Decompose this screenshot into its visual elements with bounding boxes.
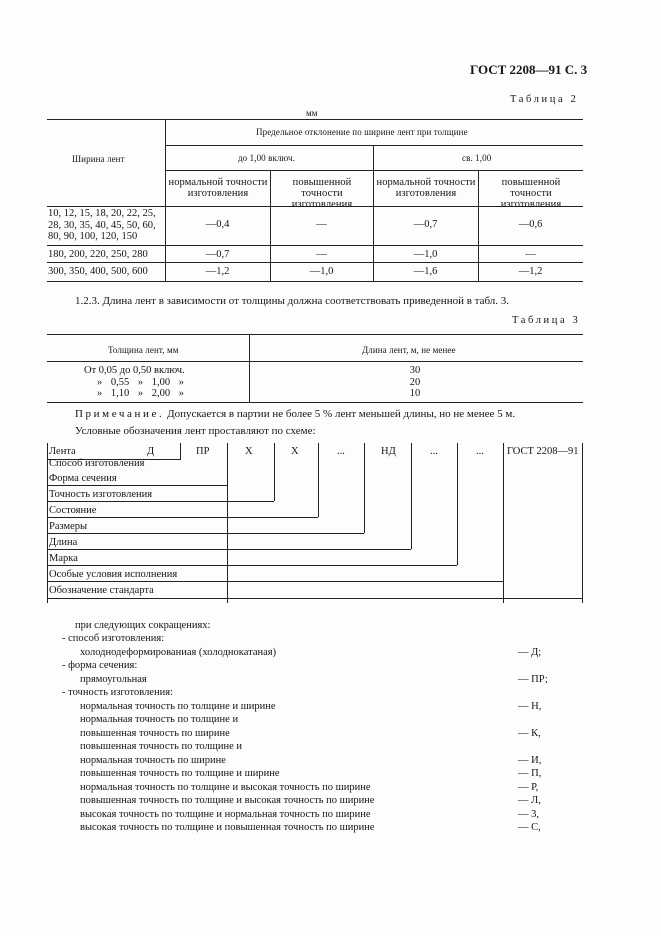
abbrev-item-code: — Р, (518, 781, 539, 793)
abbrev-item-text: нормальная точность по толщине и высокая точность по ширине (80, 781, 371, 793)
abbrev-item-text: нормальная точность по толщине и (80, 714, 239, 725)
table3-length: 10 (409, 388, 421, 399)
abbrev-item-text: холоднодеформированиая (холоднокатаная) (80, 646, 277, 658)
scheme-cell: ... (476, 446, 484, 457)
scheme-cell: ... (430, 446, 438, 457)
abbrev-item-text: повышенная точность по толщине и (80, 741, 243, 752)
scheme-label: Точность изготовления (49, 489, 153, 500)
scheme-cell: ... (337, 446, 345, 457)
table2-row-width: 10, 12, 15, 18, 20, 22, 25, 28, 30, 35, 40, 45, 50, 60, 80, 90, 100, 120, 150 (48, 208, 156, 242)
table3-length: 20 (409, 377, 421, 388)
table2-cell: —1,0 (309, 266, 334, 277)
abbrev-group-heading: - способ изготовления: (62, 633, 165, 644)
table3-length: 30 (409, 365, 421, 376)
table2-cell: —0,4 (205, 219, 230, 230)
table2-cell: —0,7 (413, 219, 438, 230)
abbrev-item-code: — Н, (518, 700, 542, 712)
table2-col-header: нормальной точности изготовления (376, 177, 476, 199)
scheme-cell: Лента (49, 446, 76, 457)
abbrev-item-text: нормальная точность по толщине и ширине (80, 700, 276, 712)
abbrev-item-text: нормальная точность по ширине (80, 754, 226, 766)
scheme-cell: НД (381, 446, 396, 457)
table2-width-header: Ширина лент (72, 154, 125, 164)
scheme-label: Способ изготовления (49, 458, 145, 469)
table2-col-header: повышенной точности изготовления (291, 177, 353, 210)
table2-row-width: 300, 350, 400, 500, 600 (48, 266, 148, 277)
abbrev-item-text: повышенная точность по толщине и высокая точность по ширине (80, 795, 375, 806)
abbrev-item-code: — Л, (518, 795, 541, 806)
table2-cell: —1,2 (205, 266, 230, 277)
table3-col1-header: Толщина лент, мм (108, 345, 179, 355)
table2-col-header: повышенной точности изготовления (500, 177, 562, 210)
scheme-intro: Условные обозначения лент проставляют по схеме: (75, 425, 316, 437)
note (75, 408, 515, 420)
paragraph-1-2-3: 1.2.3. Длина лент в зависимости от толщины должна соответствовать приведенной в табл. 3. (75, 295, 510, 307)
abbrev-item-code: — И, (518, 754, 542, 766)
note-label: Примечание. (75, 408, 165, 420)
abbrev-item-code: — С, (518, 822, 541, 833)
scheme-label: Форма сечения (49, 473, 117, 484)
scheme-label: Состояние (49, 505, 97, 516)
page-header: ГОСТ 2208—91 С. 3 (470, 62, 588, 77)
scheme-label: Размеры (49, 521, 88, 532)
scheme-label: Обозначение стандарта (49, 585, 154, 596)
abbrev-group-heading: - форма сечения: (62, 660, 138, 671)
table3-col2-header: Длина лент, м, не менее (362, 345, 456, 355)
scheme-label: Марка (49, 553, 78, 564)
abbrev-item-code: — ПР; (518, 673, 548, 685)
scheme-cell: ГОСТ 2208—91 (507, 446, 579, 457)
table2-cell: — (316, 249, 327, 260)
scheme-cell: Х (291, 446, 299, 457)
table2-cell: —0,6 (518, 219, 543, 230)
abbrev-item-code: — К, (518, 727, 541, 739)
scheme-cell: ПР (196, 446, 210, 457)
table2-cell: —0,7 (205, 249, 230, 260)
note-text: Допускается в партии не более 5 % лент меньшей длины, но не менее 5 м. (167, 408, 516, 420)
abbrev-item-code: — 3, (518, 808, 539, 820)
table2-cell: — (525, 249, 536, 260)
table2-unit: мм (306, 108, 318, 118)
table2-sub-header-1: до 1,00 включ. (238, 153, 295, 163)
abbrev-item-text: прямоугольная (80, 673, 147, 685)
abbrev-item-text: высокая точность по толщине и нормальная точность по ширине (80, 808, 371, 820)
abbrev-item-text: повышенная точность по толщине и ширине (80, 768, 280, 779)
scheme-label: Длина (49, 537, 78, 548)
scheme-label: Особые условия исполнения (49, 569, 178, 580)
table3-caption: Таблица 3 (512, 315, 581, 326)
table2-col-header: нормальной точности изготовления (168, 177, 268, 199)
table2-cell: — (316, 219, 327, 230)
abbrev-item-code: — Д; (518, 646, 542, 658)
table2-cell: —1,0 (413, 249, 438, 260)
scheme-cell: Д (147, 446, 155, 457)
abbrev-item-code: — П, (518, 768, 542, 779)
abbrev-item-text: высокая точность по толщине и повышенная точность по ширине (80, 822, 375, 833)
table2-cell: —1,6 (413, 266, 438, 277)
table3-thickness: От 0,05 до 0,50 включ. (84, 365, 185, 376)
table3-thickness: » 1,10 » 2,00 » (97, 388, 184, 399)
abbrev-intro: при следующих сокращениях: (75, 620, 211, 631)
table2-row-width: 180, 200, 220, 250, 280 (48, 249, 148, 260)
table2-caption: Таблица 2 (510, 94, 579, 105)
table3-thickness: » 0,55 » 1,00 » (97, 377, 184, 388)
table2-group-header: Предельное отклонение по ширине лент при толщине (256, 127, 468, 137)
abbrev-item-text: повышенная точность по ширине (80, 727, 230, 739)
table2-sub-header-2: св. 1,00 (462, 153, 492, 163)
abbrev-group-heading: - точность изготовления: (62, 687, 173, 698)
scheme-cell: Х (245, 446, 253, 457)
table2-cell: —1,2 (518, 266, 543, 277)
